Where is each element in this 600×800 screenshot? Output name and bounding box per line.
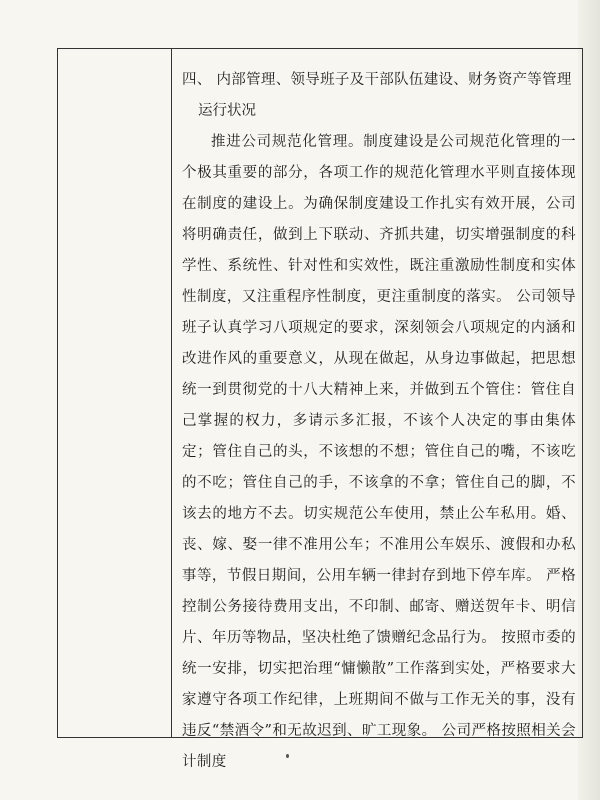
section-heading: 四、 内部管理、领导班子及干部队伍建设、财务资产等管理 bbox=[182, 72, 572, 88]
section-heading-continuation: 运行状况 bbox=[198, 103, 256, 119]
form-label-column bbox=[58, 49, 172, 737]
form-content-cell bbox=[172, 49, 582, 770]
page-mark bbox=[286, 754, 289, 758]
body-paragraph: 推进公司规范化管理。制度建设是公司规范化管理的一个极其重要的部分，各项工作的规范化管理水平则直接体现在制度的建设上。为确保制度建设工作扎实有效开展，公司将明确责任，做到上下联动、齐抓共建，切实增强制度的科学性、系统性、针对性和实效性，既注重激励性制度和实体性制度，又注重程序性制度，更注重制度的落实。 公司领导班子认真学习八项规定的要求，深刻领会八项规定的内涵和改进作风的重要意义，从现在做起，从身边事做起，把思想统一到贯彻党的十八大精神上来，并做到五个管住：管住自己掌握的权力，多请示多汇报，不该个人决定的事由集体定；管住自己的头，不该想的不想；管住自己的嘴，不该吃的不吃；管住自己的手，不该拿的不拿；管住自己的脚，不该去的地方不去。切实规范公车使用，禁止公车私用。婚、丧、嫁、娶一律不准用公车；不准用公车娱乐、渡假和办私事等，节假日期间，公用车辆一律封存到地下停车库。 严格控制公务接待费用支出，不印制、邮寄、赠送贺年卡、明信片、年历等物品，坚决杜绝了馈赠纪念品行为。 按照市委的统一安排，切实把治理“慵懒散”工作落到实处，严格要求大家遵守各项工作纪律，上班期间不做与工作无关的事，没有违反“禁酒令”和无故迟到、旷工现象。 公司严格按照相关会计制度 bbox=[182, 134, 576, 770]
form-table bbox=[57, 48, 583, 770]
